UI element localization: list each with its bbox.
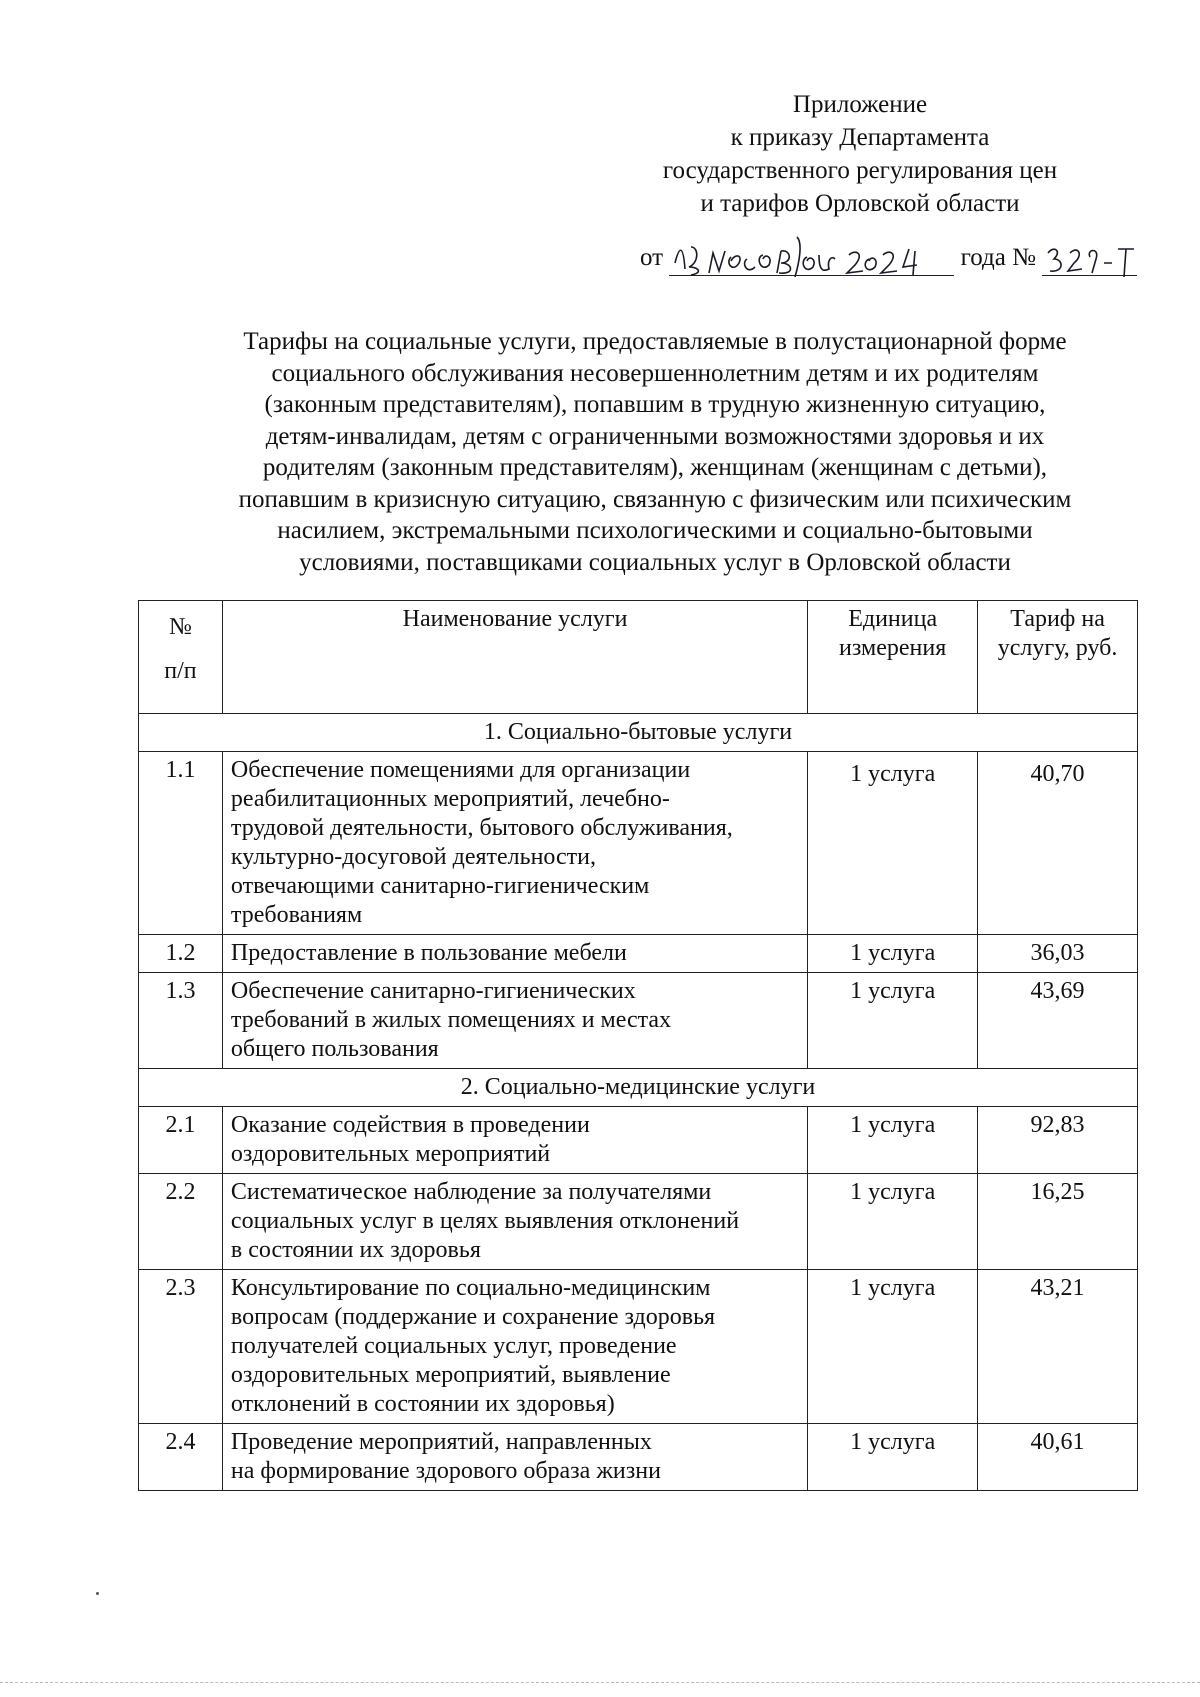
service-name-line: Предоставление в пользование мебели xyxy=(230,940,627,966)
table-row xyxy=(139,1174,1138,1270)
service-name xyxy=(222,1270,807,1424)
section-row xyxy=(139,1069,1138,1107)
row-number: 1.2 xyxy=(139,935,223,973)
unit-cell: 1 услуга xyxy=(808,1270,978,1424)
unit-cell: 1 услуга xyxy=(808,1107,978,1174)
service-name-line: оздоровительных мероприятий xyxy=(230,1141,551,1167)
title-line: насилием, экстремальными психологическими и социально-бытовыми xyxy=(277,517,1033,544)
appendix-line: и тарифов Орловской области xyxy=(700,190,1020,217)
service-name-line: Систематическое наблюдение за получателями xyxy=(230,1179,712,1205)
header-service-name: Наименование услуги xyxy=(222,601,807,714)
header-unit: Единица измерения xyxy=(808,601,978,714)
row-number: 2.2 xyxy=(139,1174,223,1270)
table-row xyxy=(139,973,1138,1069)
service-name-line: общего пользования xyxy=(230,1036,439,1062)
title-line: (законным представителям), попавшим в трудную жизненную ситуацию, xyxy=(264,391,1046,418)
tariff-cell: 36,03 xyxy=(978,935,1138,973)
table-row xyxy=(139,1424,1138,1491)
row-number: 2.1 xyxy=(139,1107,223,1174)
service-name xyxy=(222,1174,807,1270)
handwritten-order-number xyxy=(1042,233,1142,281)
title-line: детям-инвалидам, детям с ограниченными возможностями здоровья и их xyxy=(265,422,1045,450)
tariff-cell: 43,21 xyxy=(978,1270,1138,1424)
service-name xyxy=(222,1424,807,1491)
service-name-line: культурно-досуговой деятельности, xyxy=(230,844,596,870)
table-row xyxy=(139,1270,1138,1424)
scan-speck xyxy=(96,1592,99,1595)
table-row xyxy=(139,1107,1138,1174)
service-name-line: отклонений в состоянии их здоровья) xyxy=(230,1391,615,1417)
section-title: 2. Социально-медицинские услуги xyxy=(139,1069,1138,1107)
service-name-line: Проведение мероприятий, направленных xyxy=(230,1429,652,1455)
unit-cell: 1 услуга xyxy=(808,935,978,973)
service-name xyxy=(222,752,807,935)
row-number: 2.4 xyxy=(139,1424,223,1491)
header-number-symbol: № xyxy=(169,614,192,640)
handwritten-date xyxy=(669,233,954,281)
service-name xyxy=(222,935,807,973)
row-number: 1.1 xyxy=(139,752,223,935)
service-name-line: Обеспечение санитарно-гигиенических xyxy=(230,978,636,1004)
title-line: социального обслуживания несовершеннолетним детям и их родителям xyxy=(271,359,1039,387)
order-date-field xyxy=(669,245,954,276)
scan-edge-line xyxy=(0,1682,1200,1684)
section-title: 1. Социально-бытовые услуги xyxy=(139,714,1138,752)
service-name-line: оздоровительных мероприятий, выявление xyxy=(230,1362,671,1388)
appendix-line: государственного регулирования цен xyxy=(662,157,1058,184)
service-name-line: Обеспечение помещениями для организации xyxy=(230,757,691,783)
appendix-header xyxy=(600,88,1120,220)
unit-cell: 1 услуга xyxy=(808,1424,978,1491)
service-name-line: трудовой деятельности, бытового обслуживания, xyxy=(230,815,733,841)
unit-cell: 1 услуга xyxy=(808,752,978,935)
order-date-prefix: от xyxy=(640,244,664,271)
header-tariff: Тариф на услугу, руб. xyxy=(978,601,1138,714)
service-name-line: социальных услуг в целях выявления отклонений xyxy=(230,1208,740,1234)
tariff-cell: 92,83 xyxy=(978,1107,1138,1174)
title-line: родителям (законным представителям), женщинам (женщинам с детьми), xyxy=(262,454,1048,481)
service-name-line: Оказание содействия в проведении xyxy=(230,1112,590,1138)
table-header-row xyxy=(139,601,1138,714)
service-name xyxy=(222,973,807,1069)
service-name-line: на формирование здорового образа жизни xyxy=(230,1458,661,1484)
tariff-cell: 43,69 xyxy=(978,973,1138,1069)
service-name-line: получателей социальных услуг, проведение xyxy=(230,1333,677,1359)
service-name-line: требований в жилых помещениях и местах xyxy=(230,1007,672,1033)
row-number: 1.3 xyxy=(139,973,223,1069)
service-name xyxy=(222,1107,807,1174)
document-title xyxy=(175,326,1135,578)
row-number: 2.3 xyxy=(139,1270,223,1424)
service-name-line: в состоянии их здоровья xyxy=(230,1237,481,1263)
section-row xyxy=(139,714,1138,752)
table-row xyxy=(139,752,1138,935)
tariff-cell: 16,25 xyxy=(978,1174,1138,1270)
service-name-line: реабилитационных мероприятий, лечебно- xyxy=(230,786,670,812)
order-number-field xyxy=(1042,245,1137,276)
service-name-line: вопросам (поддержание и сохранение здоровья xyxy=(230,1304,716,1330)
tariffs-table xyxy=(138,600,1138,1491)
tariff-cell: 40,70 xyxy=(978,752,1138,935)
appendix-line: Приложение xyxy=(792,91,928,118)
header-number-abbrev: п/п xyxy=(164,658,197,684)
service-name-line: Консультирование по социально-медицинским xyxy=(230,1275,711,1301)
order-reference xyxy=(640,240,1180,276)
service-name-line: отвечающими санитарно-гигиеническим xyxy=(230,873,650,899)
tariff-cell: 40,61 xyxy=(978,1424,1138,1491)
unit-cell: 1 услуга xyxy=(808,973,978,1069)
order-number-label: года № xyxy=(960,244,1036,271)
title-line: попавшим в кризисную ситуацию, связанную с физическим или психическим xyxy=(238,485,1072,513)
service-name-line: требованиям xyxy=(230,902,363,928)
title-line: условиями, поставщиками социальных услуг в Орловской области xyxy=(299,548,1011,576)
header-number xyxy=(139,601,223,714)
appendix-line: к приказу Департамента xyxy=(730,124,990,151)
unit-cell: 1 услуга xyxy=(808,1174,978,1270)
title-line: Тарифы на социальные услуги, предоставляемые в полустационарной форме xyxy=(243,328,1067,355)
table-row xyxy=(139,935,1138,973)
